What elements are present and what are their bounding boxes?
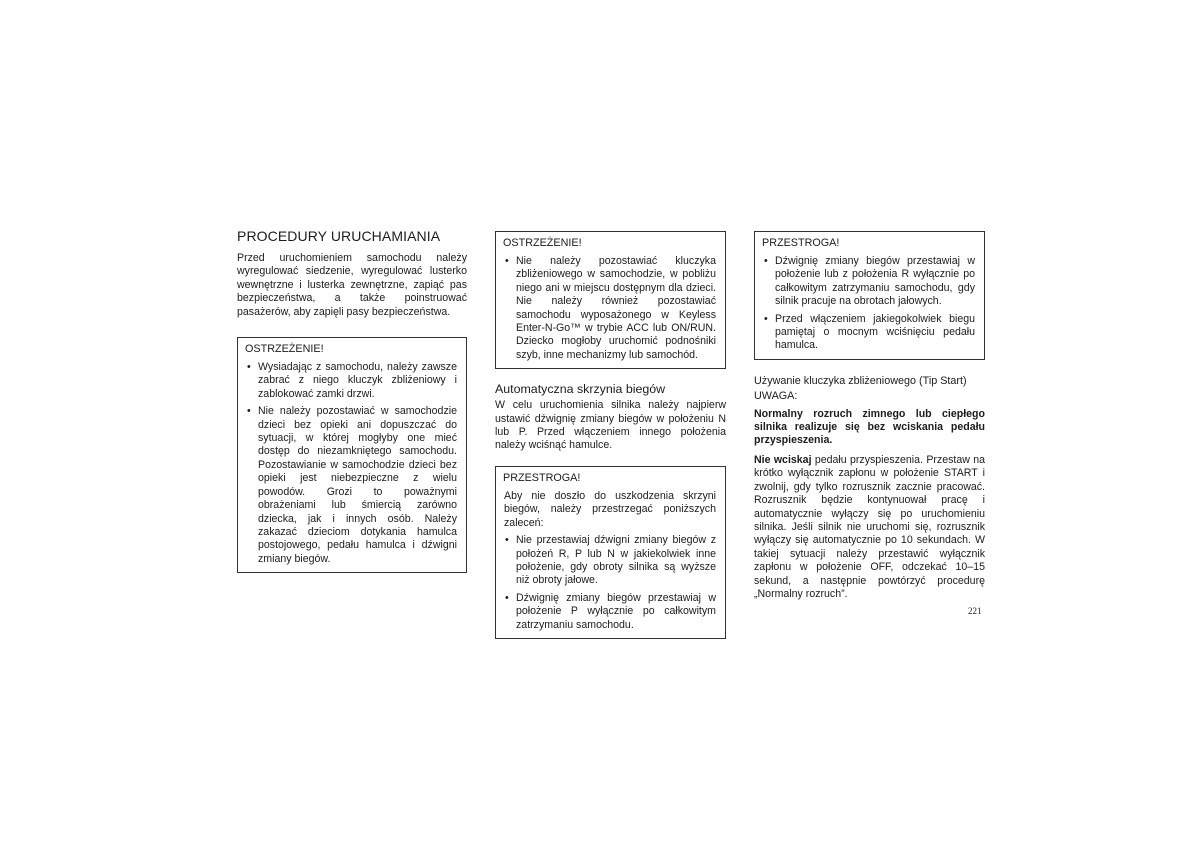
body-emphasis: Nie wciskaj: [754, 453, 812, 466]
warning-list: [246, 361, 457, 566]
bullet-icon: •: [764, 255, 768, 267]
warning-title: OSTRZEŻENIE!: [503, 237, 582, 249]
section-heading: PROCEDURY URUCHAMIANIA: [237, 228, 441, 244]
bullet-icon: •: [247, 361, 251, 374]
note-label: UWAGA:: [754, 390, 798, 403]
note-text: Normalny rozruch zimnego lub ciepłego silnika realizuje się bez wciskania pedału przyspieszenia.: [754, 407, 985, 447]
list-item-text: Dźwignię zmiany biegów przestawiaj w położenie P wyłącznie po całkowitym zatrzymaniu samochodu.: [516, 591, 716, 631]
caution-intro: Aby nie doszło do uszkodzenia skrzyni biegów, należy przestrzegać poniższych zaleceń:: [504, 489, 716, 529]
subsection-heading: Automatyczna skrzynia biegów: [495, 382, 666, 397]
body-text: pedału przyspieszenia. Przestaw na krótko wyłącznik zapłonu w położenie START i zwolnij, gdy tylko rozrusznik zacznie pracować. Rozrusznik będzie kontynuował pracę i automatycznie wyłączy się po uruchomieniu silnika. Jeśli silnik nie uruchomi się, rozrusznik wyłączy się automatycznie po 10 sekundach. W takiej sytuacji należy przestawić wyłącznik zapłonu w położenie OFF, odczekać 10–15 sekund, a następnie powtórzyć procedurę „Normalny rozruch”.: [754, 453, 985, 600]
caution-list: [763, 255, 975, 353]
warning-list: [504, 255, 716, 362]
list-item-text: Przed włączeniem jakiegokolwiek biegu pamiętaj o mocnym wciśnięciu pedału hamulca.: [775, 312, 975, 352]
list-item: [246, 361, 457, 401]
list-item-text: Nie przestawiaj dźwigni zmiany biegów z położeń R, P lub N w jakiekolwiek inne położenie, gdy obroty silnika są wyższe niż obroty jałowe.: [516, 534, 716, 587]
list-item: [504, 534, 716, 588]
list-item-text: Nie należy pozostawiać kluczyka zbliżeniowego w samochodzie, w pobliżu niego ani w miejscu dostępnym dla dzieci. Nie należy również pozostawiać samochodu wyposażonego w Keyless Enter-N-Go™ w trybie ACC lub ON/RUN. Dziecko mogłoby uruchomić podnośniki szyb, inne mechanizmy lub samochód.: [516, 255, 716, 361]
list-item: [504, 255, 716, 362]
list-item-text: Nie należy pozostawiać w samochodzie dzieci bez opieki ani dopuszczać do sytuacji, w której mogłyby one mieć dostęp do niezamkniętego samochodu. Pozostawianie w samochodzie dzieci bez opieki jest niebezpieczne z wielu powodów. Grozi to poważnymi obrażeniami lub śmiercią zarówno dziecka, jak i innych osób. Należy zakazać dzieciom dotykania hamulca postojowego, pedału hamulca i dźwigni zmiany biegów.: [258, 405, 457, 565]
page-number: 221: [968, 606, 982, 616]
column-2: [495, 231, 726, 639]
caution-list: [504, 534, 716, 632]
list-item: [504, 592, 716, 632]
warning-title: OSTRZEŻENIE!: [245, 343, 324, 356]
warning-box: [237, 337, 467, 573]
list-item: [246, 405, 457, 566]
warning-box: [495, 231, 726, 369]
column-3: [754, 231, 985, 601]
bullet-icon: •: [764, 312, 768, 325]
column-1: [237, 228, 467, 573]
body-paragraph: [754, 454, 985, 601]
list-item: [763, 313, 975, 353]
subsection-heading: Używanie kluczyka zbliżeniowego (Tip Start): [754, 374, 967, 387]
bullet-icon: •: [505, 591, 509, 604]
caution-box: [495, 466, 726, 639]
bullet-icon: •: [505, 255, 509, 267]
bullet-icon: •: [505, 534, 509, 547]
caution-box: [754, 231, 985, 360]
list-item-text: Wysiadając z samochodu, należy zawsze zabrać z niego kluczyk zbliżeniowy i zablokować zamki drzwi.: [258, 361, 457, 400]
caution-title: PRZESTROGA!: [503, 471, 581, 484]
body-paragraph: W celu uruchomienia silnika należy najpierw ustawić dźwignię zmiany biegów w położeniu N lub P. Przed włączeniem innego położenia należy wciśnąć hamulce.: [495, 399, 726, 452]
caution-title: PRZESTROGA!: [762, 237, 840, 249]
bullet-icon: •: [247, 405, 251, 418]
list-item: [763, 255, 975, 309]
intro-paragraph: Przed uruchomieniem samochodu należy wyregulować siedzenie, wyregulować lusterko wewnętrzne i lusterka zewnętrzne, zapiąć pas bezpieczeństwa, a także poinstruować pasażerów, aby zapięli pasy bezpieczeństwa.: [237, 252, 467, 318]
list-item-text: Dźwignię zmiany biegów przestawiaj w położenie lub z położenia R wyłącznie po całkowitym zatrzymaniu samochodu, gdy silnik pracuje na obrotach jałowych.: [775, 255, 975, 308]
